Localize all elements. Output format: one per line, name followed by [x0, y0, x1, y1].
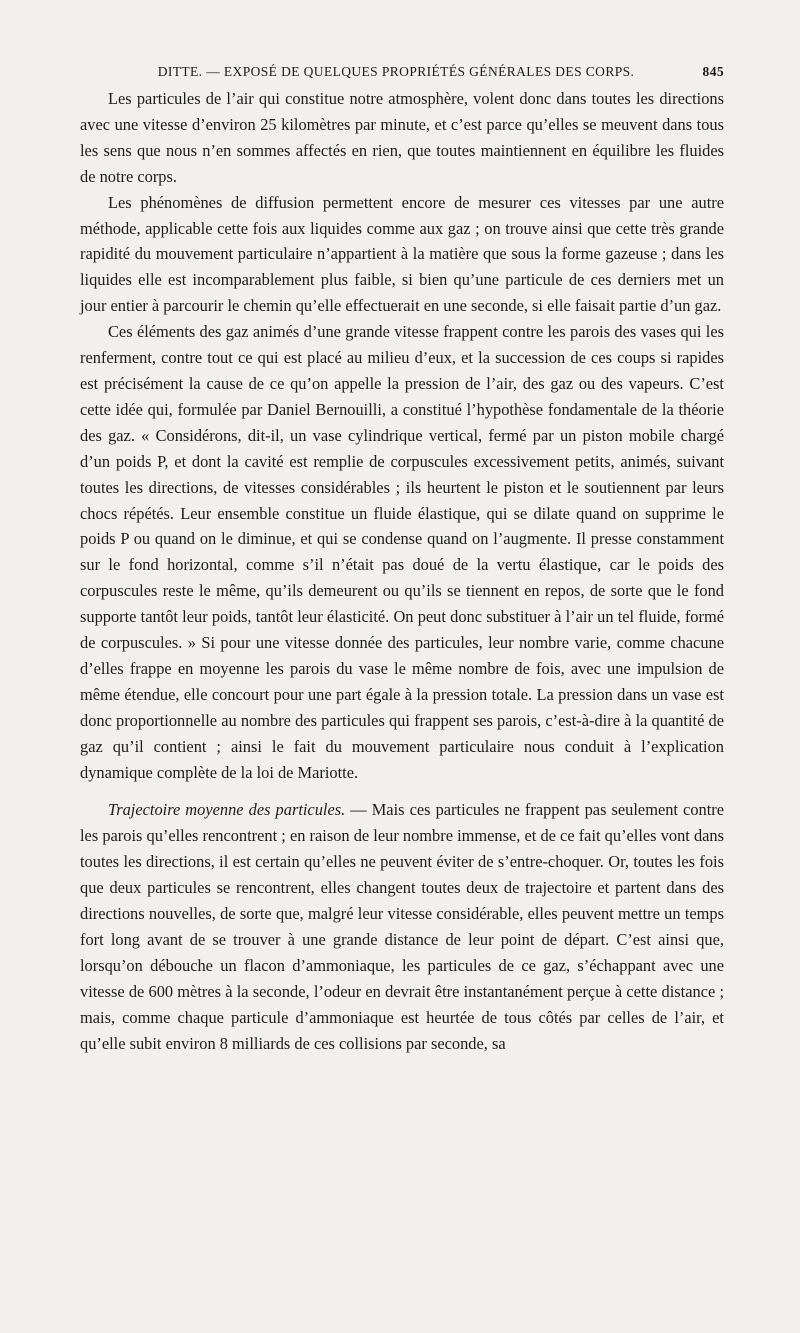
- paragraph: Les particules de l’air qui constitue notre atmosphère, volent donc dans toutes les directions avec une vitesse d’environ 25 kilomètres par minute, et c’est parce qu’elles se meuvent dans tous les sens que nous n’en sommes affectés en rien, que toutes maintiennent en équilibre les fluides de notre corps.: [80, 89, 724, 186]
- section-title: Trajectoire moyenne des particules.: [108, 800, 346, 820]
- section-text: — Mais ces particules ne frappent pas seulement contre les parois qu’elles rencontrent ; en raison de leur nombre immense, et de ce fait qu’elles vont dans toutes les directions, il est certain qu’elles ne peuvent éviter de s’entre-choquer. Or, toutes les fois que deux particules se rencontrent, elles changent toutes deux de trajectoire et partent dans des directions nouvelles, de sorte que, malgré leur vitesse considérable, elles peuvent mettre un temps fort long avant de se trouver à une grande distance de leur point de départ. C’est ainsi que, lorsqu’on débouche un flacon d’ammoniaque, les particules de ce gaz, s’échappant avec une vitesse de 600 mètres à la seconde, l’odeur en devrait être instantanément perçue à cette distance ; mais, comme chaque particule d’ammoniaque est heurtée de tous côtés par celles de l’air, et qu’elle subit environ 8 milliards de ces collisions par seconde, sa: [80, 800, 724, 1053]
- running-header: [80, 62, 724, 86]
- book-page: [80, 62, 724, 1057]
- running-header-title: DITTE. — EXPOSÉ DE QUELQUES PROPRIÉTÉS GÉNÉRALES DES CORPS.: [157, 64, 635, 79]
- paragraph: Ces éléments des gaz animés d’une grande vitesse frappent contre les parois des vases qui les renferment, contre tout ce qui est placé au milieu d’eux, et la succession de ces coups si rapides est précisément la cause de ce qu’on appelle la pression de l’air, des gaz ou des vapeurs. C’est cette idée qui, formulée par Daniel Bernouilli, a constitué l’hypothèse fondamentale de la théorie des gaz. « Considérons, dit-il, un vase cylindrique vertical, fermé par un piston mobile chargé d’un poids P, et dont la cavité est remplie de corpuscules excessivement petits, animés, suivant toutes les directions, de vitesses considérables ; ils heurtent le piston et le soutiennent par leurs chocs répétés. Leur ensemble constitue un fluide élastique, qui se dilate quand on supprime le poids P ou quand on le diminue, et qui se condense quand on l’augmente. Il presse constamment sur le fond horizontal, comme s’il n’était pas doué de la vertu élastique, car le poids des corpuscules reste le même, qu’ils demeurent ou qu’ils se tiennent en repos, de sorte que le fond supporte tantôt leur poids, tantôt leur élasticité. On peut donc substituer à l’air un tel fluide, formé de corpuscules. » Si pour une vitesse donnée des particules, leur nombre varie, comme chacune d’elles frappe en moyenne les parois du vase le même nombre de fois, avec une impulsion de même étendue, elle concourt pour une part égale à la pression totale. La pression dans un vase est donc proportionnelle au nombre des particules qui frappent ses parois, c’est-à-dire à la quantité de gaz qu’il contient ; ainsi le fait du mouvement particulaire nous conduit à l’explication dynamique complète de la loi de Mariotte.: [80, 322, 724, 782]
- page-number: 845: [702, 64, 724, 79]
- paragraph: Les phénomènes de diffusion permettent encore de mesurer ces vitesses par une autre méthode, applicable cette fois aux liquides comme aux gaz ; on trouve ainsi que cette très grande rapidité du mouvement particulaire n’appartient à la matière que sous la forme gazeuse ; dans les liquides elle est incomparablement plus faible, si bien qu’une particule de ces derniers met un jour entier à parcourir le chemin qu’elle effectuerait en une seconde, si elle faisait partie d’un gaz.: [80, 192, 724, 316]
- body-text: [80, 86, 724, 1057]
- section-paragraph: [80, 797, 724, 1056]
